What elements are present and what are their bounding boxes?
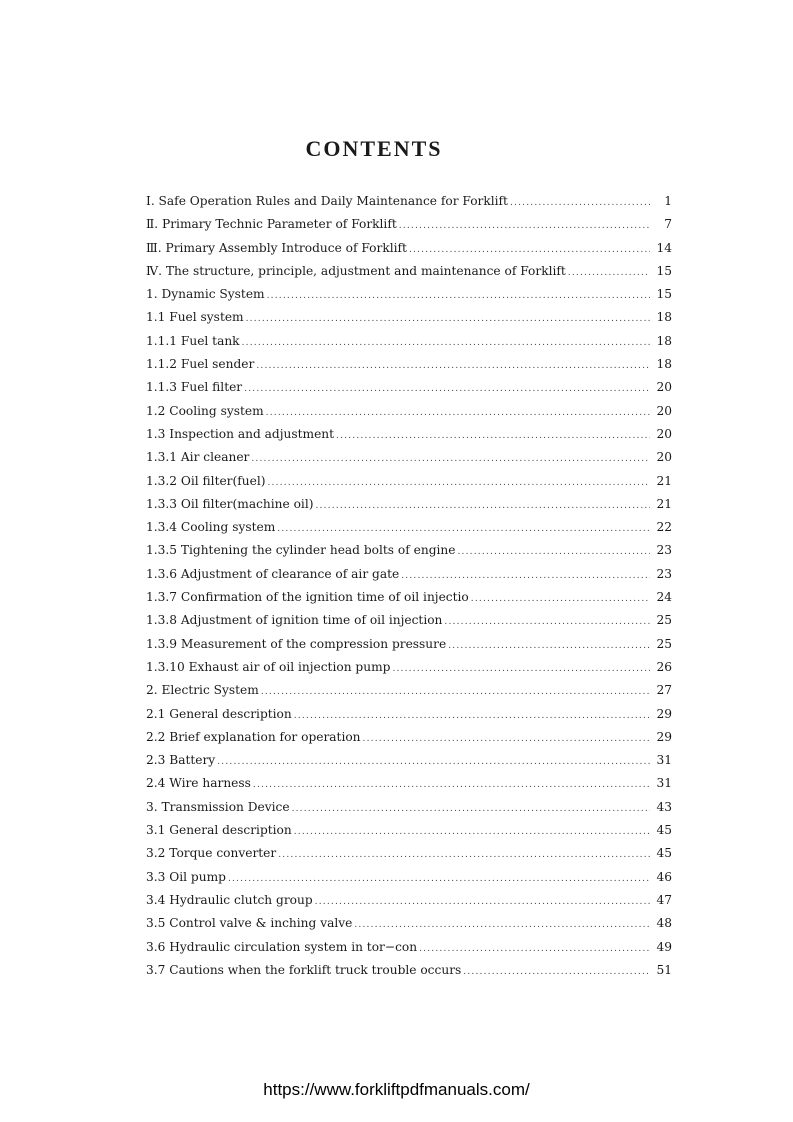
toc-entry-label: 1. Dynamic System	[146, 287, 265, 302]
dot-leader	[354, 914, 650, 937]
toc-entry-label: 1.3.1 Air cleaner	[146, 450, 250, 465]
toc-entry-label: 1.3.10 Exhaust air of oil injection pump	[146, 659, 391, 674]
dot-leader	[294, 821, 650, 844]
toc-entry-label: 1.3.6 Adjustment of clearance of air gate	[146, 566, 400, 581]
dot-leader	[244, 378, 650, 401]
toc-entry-page-number: 31	[656, 776, 672, 791]
toc-entry[interactable]	[146, 213, 672, 236]
toc-entry[interactable]	[146, 260, 672, 283]
toc-entry-label: 2.3 Battery	[146, 753, 216, 768]
toc-entry-page-number: 43	[656, 799, 672, 814]
toc-entry-label: 2. Electric System	[146, 683, 259, 698]
toc-entry[interactable]	[146, 539, 672, 562]
dot-leader	[278, 844, 650, 867]
toc-entry-label: Ⅱ. Primary Technic Parameter of Forklift	[146, 217, 397, 232]
toc-entry[interactable]	[146, 493, 672, 516]
toc-entry-page-number: 29	[656, 706, 672, 721]
toc-entry-page-number: 25	[656, 636, 672, 651]
toc-entry[interactable]	[146, 237, 672, 260]
toc-entry[interactable]	[146, 423, 672, 446]
toc-entry-page-number: 14	[656, 240, 672, 255]
toc-entry-label: 3.2 Torque converter	[146, 846, 277, 861]
dot-leader	[510, 192, 650, 215]
toc-entry-page-number: 20	[656, 426, 672, 441]
toc-entry-label: 1.3.4 Cooling system	[146, 520, 276, 535]
dot-leader	[253, 774, 650, 797]
dot-leader	[401, 565, 650, 588]
toc-entry-page-number: 25	[656, 613, 672, 628]
toc-entry-page-number: 18	[656, 310, 672, 325]
toc-entry-label: 2.1 General description	[146, 706, 292, 721]
toc-entry-page-number: 18	[656, 357, 672, 372]
toc-entry-label: 1.1.3 Fuel filter	[146, 380, 243, 395]
toc-entry-label: 1.3.7 Confirmation of the ignition time of oil injectio	[146, 590, 469, 605]
toc-entry-page-number: 46	[656, 869, 672, 884]
toc-entry-label: 1.3.9 Measurement of the compression pressure	[146, 636, 447, 651]
toc-entry-page-number: 23	[656, 566, 672, 581]
dot-leader	[448, 635, 650, 658]
toc-entry[interactable]	[146, 586, 672, 609]
dot-leader	[246, 308, 650, 331]
toc-entry-label: Ⅲ. Primary Assembly Introduce of Forklift	[146, 240, 407, 255]
toc-entry-page-number: 21	[656, 496, 672, 511]
toc-entry-label: Ⅳ. The structure, principle, adjustment and maintenance of Forklift	[146, 263, 566, 278]
toc-entry-label: 1.3 Inspection and adjustment	[146, 426, 335, 441]
dot-leader	[471, 588, 650, 611]
toc-entry-page-number: 29	[656, 729, 672, 744]
toc-entry-label: 3.6 Hydraulic circulation system in tor−con	[146, 939, 418, 954]
dot-leader	[266, 402, 650, 425]
toc-entry-label: 1.1.2 Fuel sender	[146, 357, 255, 372]
toc-entry-label: 1.3.8 Adjustment of ignition time of oil injection	[146, 613, 443, 628]
toc-entry-label: 3.5 Control valve & inching valve	[146, 916, 353, 931]
dot-leader	[409, 239, 650, 262]
toc-entry-label: 3.7 Cautions when the forklift truck trouble occurs	[146, 962, 462, 977]
toc-entry-label: Ⅰ. Safe Operation Rules and Daily Maintenance for Forklift	[146, 194, 508, 208]
toc-entry[interactable]	[146, 516, 672, 539]
toc-entry[interactable]	[146, 190, 672, 213]
toc-entry[interactable]	[146, 353, 672, 376]
dot-leader	[399, 215, 650, 238]
toc-entry-page-number: 1	[664, 194, 672, 208]
toc-entry-page-number: 21	[656, 473, 672, 488]
dot-leader	[217, 751, 650, 774]
dot-leader	[242, 332, 650, 355]
toc-entry[interactable]	[146, 749, 672, 772]
page-title: CONTENTS	[305, 136, 443, 161]
footer-url-link[interactable]: https://www.forkliftpdfmanuals.com/	[263, 1080, 530, 1099]
toc-entry[interactable]	[146, 889, 672, 912]
toc-entry-page-number: 45	[656, 823, 672, 838]
dot-leader	[251, 448, 650, 471]
toc-entry-page-number: 15	[656, 287, 672, 302]
dot-leader	[261, 681, 650, 704]
toc-entry-page-number: 22	[656, 520, 672, 535]
toc-entry[interactable]	[146, 306, 672, 329]
table-of-contents	[146, 190, 672, 982]
toc-entry[interactable]	[146, 912, 672, 935]
toc-entry-page-number: 31	[656, 753, 672, 768]
toc-entry-page-number: 24	[656, 590, 672, 605]
toc-entry[interactable]	[146, 609, 672, 632]
toc-entry-label: 1.2 Cooling system	[146, 403, 264, 418]
dot-leader	[268, 472, 651, 495]
toc-entry[interactable]	[146, 633, 672, 656]
dot-leader	[392, 658, 650, 681]
toc-entry-page-number: 26	[656, 659, 672, 674]
toc-entry-page-number: 15	[656, 263, 672, 278]
dot-leader	[292, 798, 650, 821]
toc-entry[interactable]	[146, 703, 672, 726]
toc-entry-page-number: 45	[656, 846, 672, 861]
toc-entry[interactable]	[146, 470, 672, 493]
dot-leader	[315, 495, 650, 518]
dot-leader	[463, 961, 650, 984]
toc-entry-label: 1.3.2 Oil filter(fuel)	[146, 473, 266, 488]
toc-entry-label: 1.3.3 Oil filter(machine oil)	[146, 496, 314, 511]
toc-entry-page-number: 49	[656, 939, 672, 954]
dot-leader	[363, 728, 650, 751]
toc-entry-page-number: 47	[656, 892, 672, 907]
toc-entry-page-number: 51	[656, 962, 672, 977]
toc-entry-label: 2.2 Brief explanation for operation	[146, 729, 361, 744]
dot-leader	[568, 262, 650, 285]
dot-leader	[336, 425, 650, 448]
dot-leader	[228, 868, 650, 891]
toc-entry-page-number: 20	[656, 380, 672, 395]
dot-leader	[444, 611, 650, 634]
toc-entry[interactable]	[146, 330, 672, 353]
toc-entry-label: 1.1.1 Fuel tank	[146, 333, 240, 348]
toc-entry-label: 3.1 General description	[146, 823, 292, 838]
toc-entry[interactable]	[146, 400, 672, 423]
toc-entry-label: 1.1 Fuel system	[146, 310, 244, 325]
toc-entry[interactable]	[146, 376, 672, 399]
toc-entry-page-number: 7	[664, 217, 672, 232]
dot-leader	[256, 355, 650, 378]
toc-entry[interactable]	[146, 679, 672, 702]
toc-entry-page-number: 23	[656, 543, 672, 558]
toc-entry[interactable]	[146, 866, 672, 889]
toc-entry[interactable]	[146, 726, 672, 749]
toc-entry-label: 3.4 Hydraulic clutch group	[146, 892, 313, 907]
toc-entry[interactable]	[146, 563, 672, 586]
dot-leader	[267, 285, 650, 308]
toc-entry[interactable]	[146, 959, 672, 982]
dot-leader	[315, 891, 650, 914]
toc-entry[interactable]	[146, 446, 672, 469]
toc-entry-page-number: 20	[656, 450, 672, 465]
dot-leader	[457, 541, 650, 564]
toc-entry-label: 1.3.5 Tightening the cylinder head bolts of engine	[146, 543, 456, 558]
dot-leader	[277, 518, 650, 541]
toc-entry[interactable]	[146, 842, 672, 865]
toc-entry-label: 3.3 Oil pump	[146, 869, 226, 884]
toc-entry[interactable]	[146, 796, 672, 819]
toc-entry-page-number: 48	[656, 916, 672, 931]
toc-entry-page-number: 18	[656, 333, 672, 348]
toc-entry-label: 3. Transmission Device	[146, 799, 290, 814]
dot-leader	[419, 938, 650, 961]
toc-entry[interactable]	[146, 819, 672, 842]
toc-entry[interactable]	[146, 772, 672, 795]
toc-entry-page-number: 20	[656, 403, 672, 418]
toc-entry-label: 2.4 Wire harness	[146, 776, 251, 791]
dot-leader	[294, 705, 650, 728]
toc-entry[interactable]	[146, 656, 672, 679]
toc-entry[interactable]	[146, 936, 672, 959]
toc-entry-page-number: 27	[656, 683, 672, 698]
toc-entry[interactable]	[146, 283, 672, 306]
